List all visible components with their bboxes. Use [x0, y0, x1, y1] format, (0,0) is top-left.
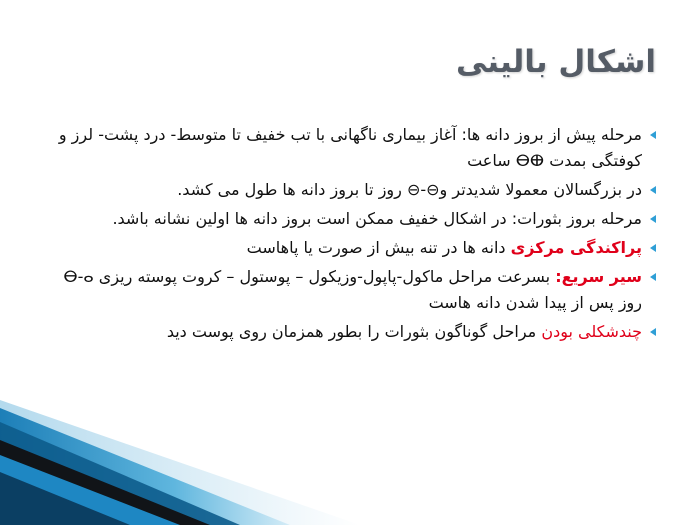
corner-wave-decoration [0, 400, 700, 525]
bullet-arrow-icon [650, 186, 656, 194]
bullet-item [40, 264, 656, 316]
bullet-text: در بزرگسالان معمولا شدیدتر و⊖-⊖ روز تا بروز دانه ها طول می کشد. [177, 180, 642, 199]
bullet-highlight: پراکندگی مرکزی [510, 238, 642, 257]
bullet-highlight: سیر سریع: [555, 267, 642, 286]
bullet-text: مراحل گوناگون بثورات را بطور همزمان روی پوست دید [166, 322, 542, 341]
bullet-list [40, 122, 656, 348]
bullet-arrow-icon [650, 215, 656, 223]
bullet-item [40, 206, 656, 232]
bullet-arrow-icon [650, 244, 656, 252]
bullet-arrow-icon [650, 328, 656, 336]
bullet-item [40, 177, 656, 203]
bullet-arrow-icon [650, 273, 656, 281]
bullet-highlight: چندشکلی بودن [541, 322, 642, 341]
bullet-item [40, 235, 656, 261]
bullet-text: مرحله بروز بثورات: در اشکال خفیف ممکن است بروز دانه ها اولین نشانه باشد. [112, 209, 642, 228]
bullet-text: بسرعت مراحل ماکول-پاپول-وزیکول – پوستول – کروت پوسته ریزی ⴱ-ⴰ روز پس از پیدا شدن دانه هاست [63, 267, 642, 312]
bullet-item [40, 319, 656, 345]
slide-title: اشکال بالینی [455, 44, 656, 80]
bullet-arrow-icon [650, 131, 656, 139]
bullet-text: مرحله پیش از بروز دانه ها: آغاز بیماری ناگهانی با تب خفیف تا متوسط- درد پشت- لرز و کوفتگی بمدت ⴱⴲ ساعت [58, 125, 642, 170]
bullet-item [40, 122, 656, 174]
bullet-text: دانه ها در تنه بیش از صورت یا پاهاست [246, 238, 511, 257]
